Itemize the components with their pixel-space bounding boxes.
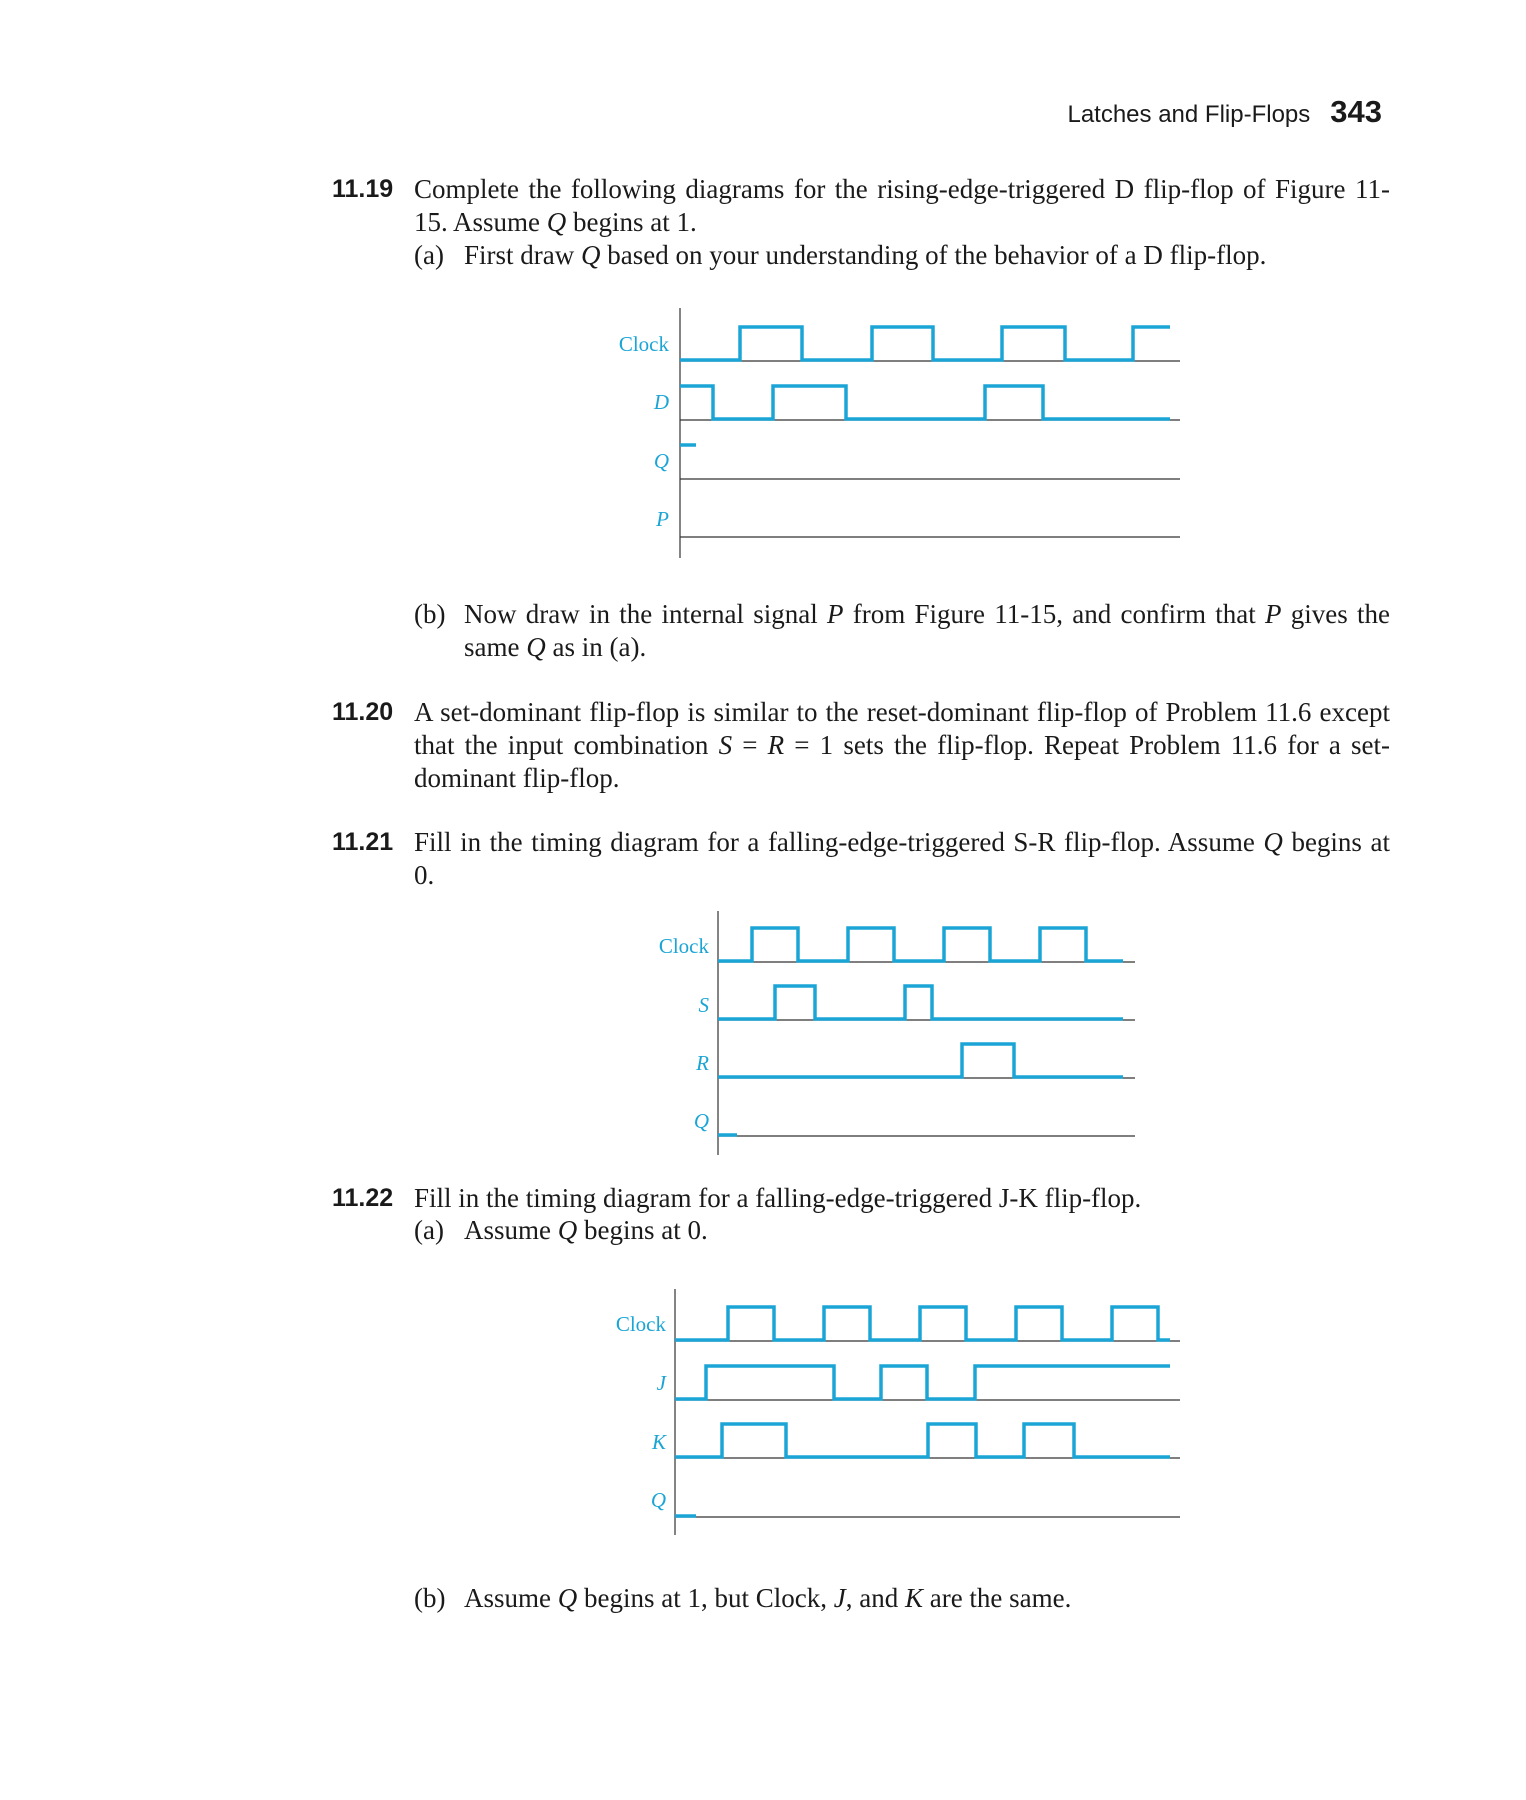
problem-11-20 — [332, 696, 1390, 795]
problem-11-19-part-b — [414, 598, 1390, 664]
part-label: (b) — [414, 599, 446, 629]
problem-11-19 — [332, 173, 1390, 239]
problem-text: Complete the following diagrams for the rising-edge-triggered D flip-flop of Figure 11-15. Assume Q begins at 1. — [414, 174, 1390, 237]
waveform-s — [718, 986, 1123, 1019]
waveform-r — [718, 1044, 1123, 1077]
waveform-k — [675, 1424, 1170, 1457]
part-label: (a) — [414, 240, 444, 270]
timing-diagram-sr-flip-flop — [640, 905, 1160, 1165]
signal-label-p: P — [656, 507, 669, 531]
problem-text: Fill in the timing diagram for a falling-edge-triggered S-R flip-flop. Assume Q begins at 0. — [414, 827, 1390, 890]
signal-label-clock: Clock — [615, 1312, 666, 1336]
problem-number: 11.19 — [332, 175, 394, 203]
problem-11-22 — [332, 1182, 1390, 1215]
section-title: Latches and Flip-Flops — [1067, 101, 1311, 128]
problem-11-19-part-a — [414, 239, 1374, 272]
waveform-clock — [718, 928, 1123, 961]
part-text: First draw Q based on your understanding of the behavior of a D flip-flop. — [464, 240, 1267, 270]
problem-11-22-part-b — [414, 1582, 1374, 1615]
signal-label-s: S — [698, 993, 709, 1017]
waveform-j — [675, 1366, 1170, 1399]
problem-11-21 — [332, 826, 1390, 892]
signal-label-j: J — [656, 1371, 666, 1395]
signal-label-clock: Clock — [658, 934, 709, 958]
signal-label-q: Q — [653, 449, 669, 473]
page-header — [1067, 94, 1382, 130]
problem-number: 11.20 — [332, 698, 394, 726]
part-label: (b) — [414, 1583, 446, 1613]
signal-label-q: Q — [650, 1488, 666, 1512]
signal-label-r: R — [696, 1051, 709, 1075]
problem-11-22-part-a — [414, 1214, 1374, 1247]
signal-label-q: Q — [693, 1109, 709, 1133]
signal-label-d: D — [653, 390, 669, 414]
signal-label-k: K — [651, 1430, 666, 1454]
part-label: (a) — [414, 1215, 444, 1245]
timing-diagram-d-flip-flop — [600, 300, 1200, 565]
signal-label-clock: Clock — [618, 332, 669, 356]
problem-number: 11.21 — [332, 828, 394, 856]
waveform-clock — [680, 327, 1170, 360]
part-text: Assume Q begins at 1, but Clock, J, and K are the same. — [464, 1583, 1072, 1613]
waveform-d — [680, 386, 1170, 419]
problem-text: A set-dominant flip-flop is similar to the reset-dominant flip-flop of Problem 11.6 except that the input combination S = R = 1 sets the flip-flop. Repeat Problem 11.6 for a set-dominant flip-flop. — [414, 697, 1390, 793]
problem-text: Fill in the timing diagram for a falling-edge-triggered J-K flip-flop. — [414, 1183, 1142, 1213]
timing-diagram-jk-flip-flop — [600, 1285, 1200, 1545]
problem-number: 11.22 — [332, 1184, 394, 1212]
part-text: Assume Q begins at 0. — [464, 1215, 708, 1245]
page-number: 343 — [1330, 94, 1382, 129]
waveform-clock — [675, 1307, 1170, 1340]
part-text: Now draw in the internal signal P from Figure 11-15, and confirm that P gives the same Q as in (a). — [464, 599, 1391, 662]
